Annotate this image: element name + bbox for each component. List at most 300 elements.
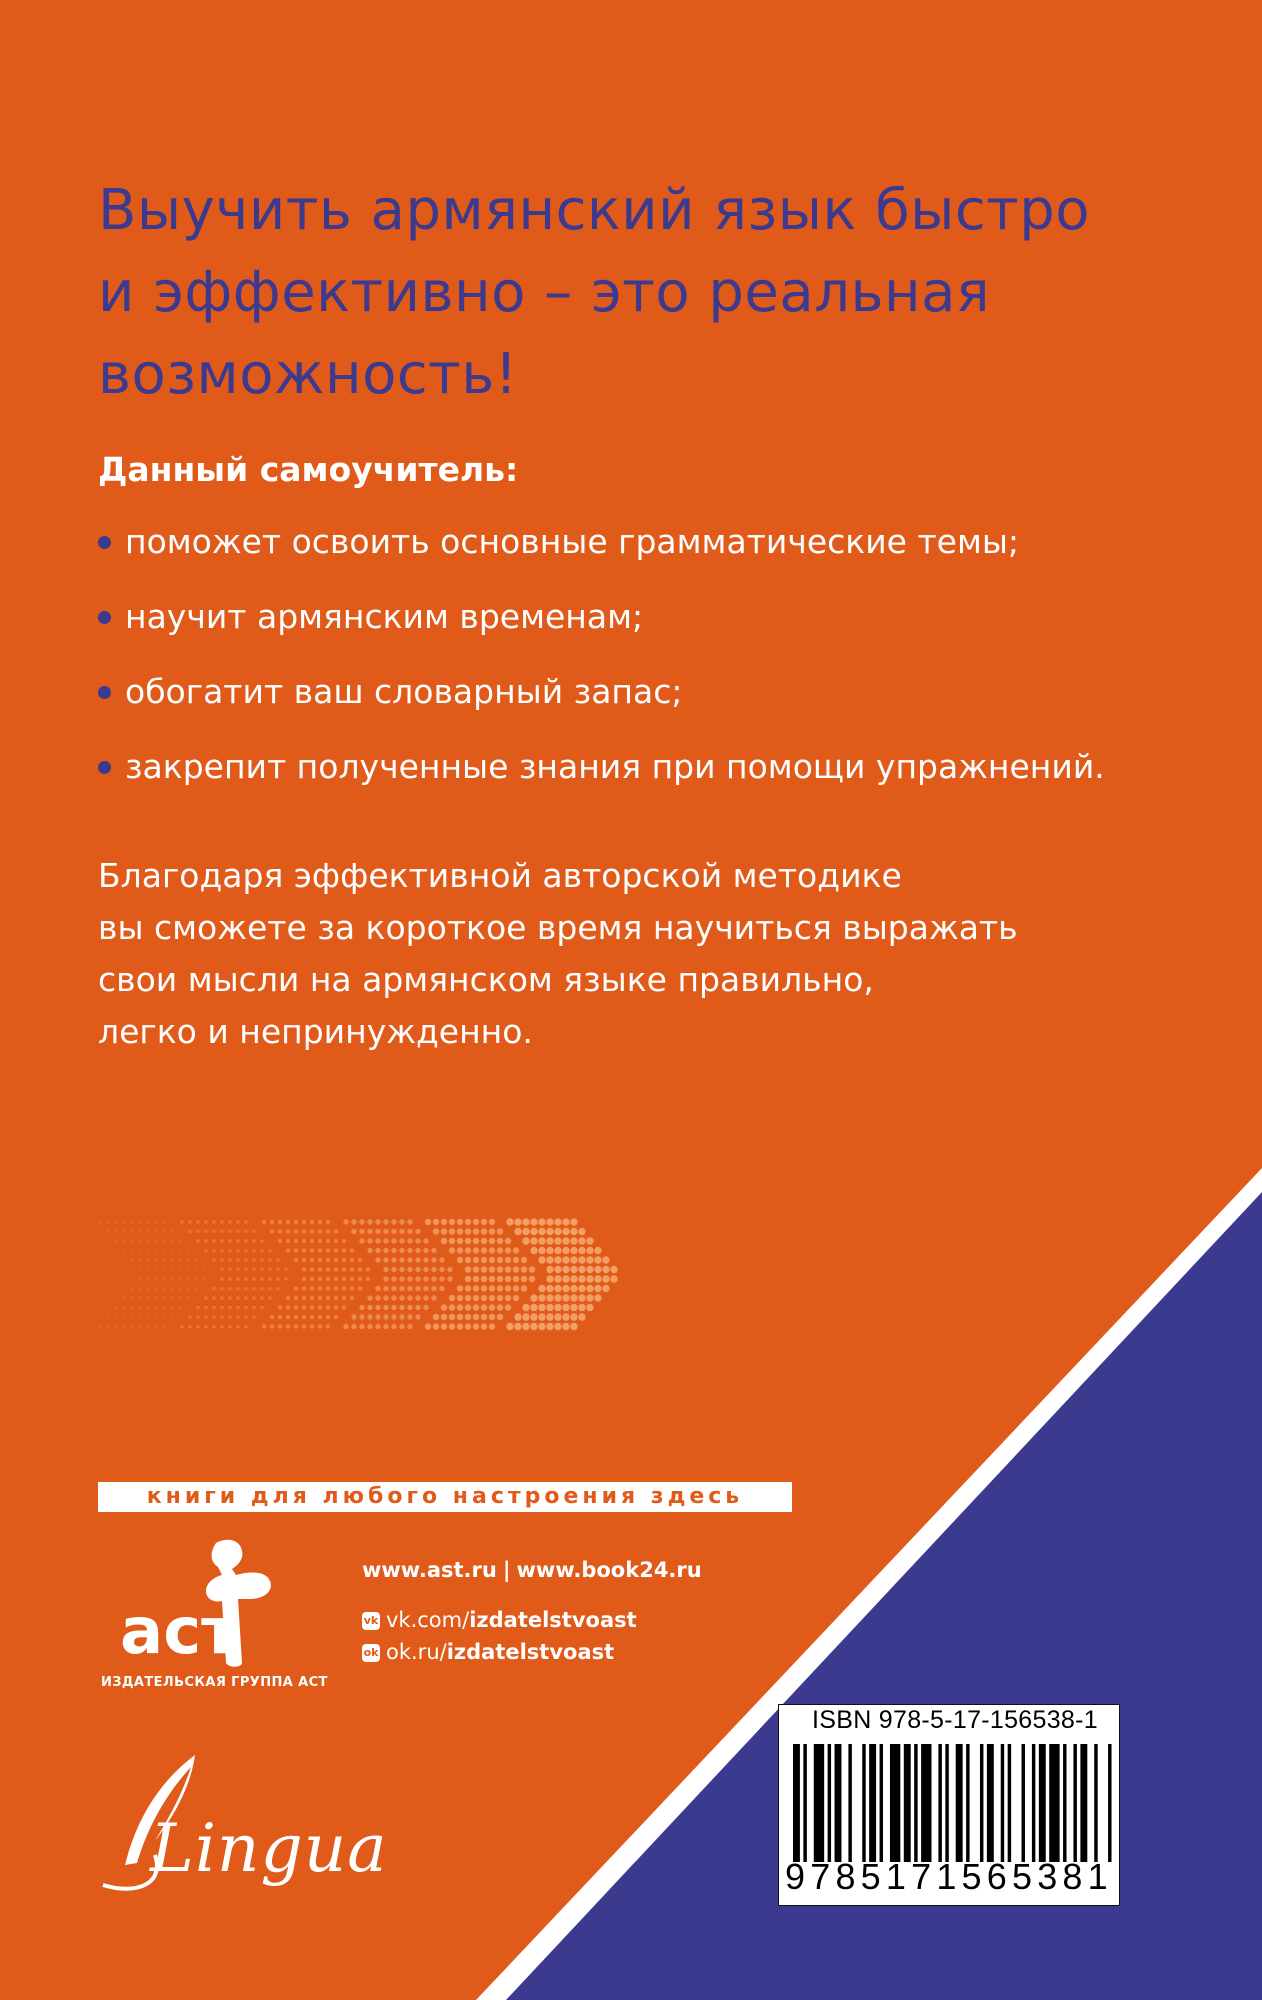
- decor-dot: [310, 1286, 314, 1290]
- decor-dot: [514, 1323, 521, 1330]
- headline-line-2: и эффективно – это реальная: [98, 260, 991, 325]
- decor-dot: [147, 1230, 149, 1232]
- ok-row[interactable]: [362, 1638, 702, 1670]
- decor-dot: [554, 1247, 561, 1254]
- decor-dot: [195, 1287, 197, 1289]
- decor-dot: [163, 1221, 165, 1223]
- decor-dot: [359, 1229, 364, 1234]
- barcode-bar: [890, 1744, 900, 1862]
- decor-dot: [358, 1267, 362, 1271]
- decor-dot: [538, 1247, 545, 1254]
- decor-dot: [431, 1276, 436, 1281]
- paragraph-line: Благодаря эффективной авторской методике: [98, 856, 902, 895]
- decor-dot: [252, 1277, 255, 1280]
- decor-dot: [334, 1248, 338, 1252]
- website-link-book24[interactable]: www.book24.ru: [516, 1558, 702, 1582]
- odnoklassniki-icon: ok: [362, 1644, 380, 1662]
- decor-dot: [449, 1295, 455, 1301]
- decor-dot: [578, 1294, 585, 1301]
- decor-dot: [415, 1286, 420, 1291]
- decor-dot: [139, 1268, 141, 1270]
- decor-dot: [260, 1239, 263, 1242]
- decor-dot: [107, 1230, 109, 1232]
- decor-dot: [123, 1306, 125, 1308]
- decor-dot: [260, 1277, 263, 1280]
- decor-dot: [147, 1268, 149, 1270]
- decor-dot: [99, 1325, 101, 1327]
- decor-dot: [554, 1275, 561, 1282]
- decor-dot: [407, 1267, 412, 1272]
- decor-dot: [236, 1325, 239, 1328]
- decor-dot: [155, 1259, 157, 1261]
- decor-dot: [522, 1323, 529, 1330]
- vk-row[interactable]: [362, 1606, 702, 1638]
- headline: [98, 170, 1178, 416]
- decor-dot: [359, 1219, 364, 1224]
- decor-dot: [179, 1240, 181, 1242]
- decor-dot: [465, 1314, 471, 1320]
- decor-dot: [139, 1306, 141, 1308]
- decor-dot: [562, 1266, 569, 1273]
- decor-dot: [375, 1257, 380, 1262]
- decor-dot: [131, 1230, 133, 1232]
- decor-dot: [155, 1325, 157, 1327]
- description-paragraph: [98, 850, 1158, 1058]
- decor-dot: [220, 1325, 223, 1328]
- decor-dot: [594, 1285, 601, 1292]
- decor-dot: [399, 1219, 404, 1224]
- decor-dot: [457, 1295, 463, 1301]
- decor-dot: [343, 1219, 348, 1224]
- decor-dot: [236, 1230, 239, 1233]
- decor-dot: [383, 1267, 388, 1272]
- decor-dot: [212, 1325, 215, 1328]
- decor-dot: [506, 1323, 513, 1330]
- decor-dot: [131, 1240, 133, 1242]
- decor-dot: [562, 1323, 569, 1330]
- decor-dot: [506, 1218, 513, 1225]
- decor-dot: [546, 1266, 553, 1273]
- decor-dot: [260, 1249, 263, 1252]
- decor-dot: [147, 1278, 149, 1280]
- decor-dot: [497, 1257, 503, 1263]
- bullet-dot-icon: [98, 761, 111, 774]
- decor-dot: [546, 1323, 553, 1330]
- decor-dot: [383, 1286, 388, 1291]
- decor-dot: [407, 1257, 412, 1262]
- decor-dot: [554, 1228, 561, 1235]
- decor-dot: [195, 1278, 197, 1280]
- vk-handle: izdatelstvoast: [469, 1608, 637, 1632]
- decor-dot: [115, 1221, 117, 1223]
- decor-dot: [286, 1315, 290, 1319]
- decor-dot: [212, 1230, 215, 1233]
- decor-dot: [383, 1314, 388, 1319]
- decor-dot: [562, 1304, 569, 1311]
- decor-dot: [546, 1256, 553, 1263]
- decor-dot: [171, 1287, 173, 1289]
- decor-dot: [489, 1314, 495, 1320]
- decor-dot: [236, 1306, 239, 1309]
- decor-dot: [131, 1325, 133, 1327]
- barcode-bar: [1039, 1744, 1046, 1862]
- decor-dot: [342, 1305, 346, 1309]
- decor-dot: [391, 1314, 396, 1319]
- decor-dot: [244, 1306, 247, 1309]
- decor-dot: [294, 1258, 298, 1262]
- decor-dot: [367, 1295, 372, 1300]
- decor-dot: [302, 1296, 306, 1300]
- decor-dot: [310, 1239, 314, 1243]
- ean-number: 9785171565381: [785, 1856, 1113, 1897]
- decor-dot: [586, 1285, 593, 1292]
- decor-dot: [522, 1313, 529, 1320]
- decor-dot: [586, 1247, 593, 1254]
- dotted-arrows-decoration: [99, 1218, 618, 1330]
- decor-dot: [163, 1316, 165, 1318]
- decor-dot: [449, 1323, 455, 1329]
- decor-dot: [366, 1267, 370, 1271]
- decor-dot: [318, 1248, 322, 1252]
- decor-dot: [334, 1315, 338, 1319]
- decor-dot: [391, 1219, 396, 1224]
- decor-dot: [244, 1325, 247, 1328]
- decor-dot: [284, 1277, 287, 1280]
- decor-dot: [155, 1249, 157, 1251]
- bullet-dot-icon: [98, 536, 111, 549]
- decor-dot: [367, 1324, 372, 1329]
- decor-dot: [441, 1314, 447, 1320]
- decor-dot: [286, 1324, 290, 1328]
- bullet-item: [98, 662, 1105, 737]
- decor-dot: [399, 1295, 404, 1300]
- decor-dot: [334, 1296, 338, 1300]
- decor-dot: [228, 1230, 231, 1233]
- decor-dot: [204, 1306, 207, 1309]
- decor-dot: [286, 1305, 290, 1309]
- decor-dot: [546, 1285, 553, 1292]
- decor-dot: [441, 1238, 447, 1244]
- decor-dot: [260, 1287, 263, 1290]
- decor-dot: [425, 1219, 431, 1225]
- decor-dot: [318, 1296, 322, 1300]
- decor-dot: [431, 1248, 436, 1253]
- bullet-text: закрепит полученные знания при помощи упражнений.: [125, 747, 1105, 786]
- decor-dot: [244, 1249, 247, 1252]
- decor-dot: [594, 1275, 601, 1282]
- decor-dot: [326, 1315, 330, 1319]
- barcode-bar: [904, 1744, 911, 1862]
- decor-dot: [383, 1219, 388, 1224]
- decor-dot: [212, 1287, 215, 1290]
- decor-dot: [123, 1297, 125, 1299]
- decor-dot: [196, 1220, 199, 1223]
- decor-dot: [562, 1237, 569, 1244]
- ok-handle: izdatelstvoast: [446, 1640, 615, 1664]
- decor-dot: [546, 1237, 553, 1244]
- decor-dot: [147, 1306, 149, 1308]
- decor-dot: [513, 1247, 519, 1253]
- decor-dot: [594, 1247, 601, 1254]
- decor-dot: [342, 1267, 346, 1271]
- decor-dot: [228, 1258, 231, 1261]
- decor-dot: [399, 1286, 404, 1291]
- decor-dot: [268, 1258, 271, 1261]
- decor-dot: [522, 1237, 529, 1244]
- ok-prefix: ok.ru/: [386, 1640, 447, 1664]
- decor-dot: [473, 1304, 479, 1310]
- decor-dot: [391, 1286, 396, 1291]
- decor-dot: [326, 1258, 330, 1262]
- decor-dot: [220, 1258, 223, 1261]
- decor-dot: [131, 1306, 133, 1308]
- decor-dot: [278, 1324, 282, 1328]
- decor-dot: [228, 1306, 231, 1309]
- decor-dot: [228, 1268, 231, 1271]
- decor-dot: [203, 1278, 205, 1280]
- barcode-bar: [869, 1744, 876, 1862]
- decor-dot: [203, 1268, 205, 1270]
- decor-dot: [302, 1248, 306, 1252]
- decor-dot: [375, 1286, 380, 1291]
- decor-dot: [407, 1238, 412, 1243]
- decor-dot: [139, 1278, 141, 1280]
- decor-dot: [147, 1259, 149, 1261]
- decor-dot: [310, 1296, 314, 1300]
- decor-dot: [302, 1277, 306, 1281]
- decor-dot: [155, 1268, 157, 1270]
- decor-dot: [196, 1325, 199, 1328]
- decor-dot: [115, 1316, 117, 1318]
- decor-dot: [439, 1257, 444, 1262]
- decor-dot: [602, 1285, 609, 1292]
- barcode-bar: [803, 1744, 806, 1862]
- decor-dot: [318, 1286, 322, 1290]
- decor-dot: [415, 1276, 420, 1281]
- decor-dot: [236, 1315, 239, 1318]
- barcode-bar: [848, 1744, 851, 1862]
- decor-dot: [433, 1323, 439, 1329]
- decor-dot: [489, 1285, 495, 1291]
- decor-dot: [350, 1248, 354, 1252]
- decor-dot: [514, 1228, 521, 1235]
- decor-dot: [326, 1220, 330, 1224]
- decor-dot: [155, 1221, 157, 1223]
- decor-dot: [538, 1323, 545, 1330]
- decor-dot: [171, 1268, 173, 1270]
- decor-dot: [171, 1278, 173, 1280]
- decor-dot: [513, 1257, 519, 1263]
- decor-dot: [220, 1220, 223, 1223]
- decor-dot: [351, 1314, 356, 1319]
- decor-dot: [359, 1324, 364, 1329]
- decor-dot: [342, 1248, 346, 1252]
- decor-dot: [139, 1249, 141, 1251]
- decor-dot: [562, 1228, 569, 1235]
- decor-dot: [407, 1248, 412, 1253]
- decor-dot: [171, 1230, 173, 1232]
- decor-dot: [310, 1248, 314, 1252]
- decor-dot: [286, 1248, 290, 1252]
- decor-dot: [423, 1257, 428, 1262]
- decor-dot: [204, 1220, 207, 1223]
- decor-dot: [260, 1268, 263, 1271]
- decor-dot: [391, 1267, 396, 1272]
- decor-dot: [473, 1276, 479, 1282]
- decor-dot: [497, 1304, 503, 1310]
- decor-dot: [505, 1276, 511, 1282]
- decor-dot: [457, 1247, 463, 1253]
- decor-dot: [187, 1297, 189, 1299]
- decor-dot: [546, 1228, 553, 1235]
- decor-dot: [489, 1276, 495, 1282]
- decor-dot: [260, 1258, 263, 1261]
- decor-dot: [163, 1249, 165, 1251]
- decor-dot: [334, 1258, 338, 1262]
- decor-dot: [441, 1228, 447, 1234]
- decor-dot: [179, 1287, 181, 1289]
- decor-dot: [310, 1277, 314, 1281]
- decor-dot: [465, 1238, 471, 1244]
- decor-dot: [204, 1325, 207, 1328]
- decor-dot: [163, 1325, 165, 1327]
- decor-dot: [139, 1259, 141, 1261]
- decor-dot: [505, 1238, 511, 1244]
- decor-dot: [236, 1239, 239, 1242]
- decor-dot: [505, 1257, 511, 1263]
- decor-dot: [359, 1305, 364, 1310]
- decor-dot: [123, 1221, 125, 1223]
- decor-dot: [489, 1247, 495, 1253]
- decor-dot: [546, 1247, 553, 1254]
- decor-dot: [449, 1247, 455, 1253]
- decor-dot: [278, 1220, 282, 1224]
- decor-dot: [489, 1266, 495, 1272]
- vk-icon: vk: [362, 1612, 380, 1630]
- decor-dot: [481, 1314, 487, 1320]
- decor-dot: [212, 1306, 215, 1309]
- decor-dot: [342, 1277, 346, 1281]
- decor-dot: [375, 1248, 380, 1253]
- decor-dot: [433, 1228, 439, 1234]
- barcode-bar: [793, 1744, 800, 1862]
- decor-dot: [481, 1247, 487, 1253]
- decor-dot: [220, 1239, 223, 1242]
- decor-dot: [570, 1256, 577, 1263]
- decor-dot: [514, 1313, 521, 1320]
- decor-dot: [252, 1239, 255, 1242]
- decor-dot: [529, 1266, 535, 1272]
- decor-dot: [179, 1306, 181, 1308]
- decor-dot: [107, 1316, 109, 1318]
- decor-dot: [457, 1323, 463, 1329]
- decor-dot: [391, 1257, 396, 1262]
- decor-dot: [310, 1229, 314, 1233]
- decor-dot: [294, 1220, 298, 1224]
- decor-dot: [578, 1228, 585, 1235]
- decor-dot: [391, 1305, 396, 1310]
- decor-dot: [220, 1287, 223, 1290]
- decor-dot: [465, 1285, 471, 1291]
- decor-dot: [449, 1314, 455, 1320]
- decor-dot: [252, 1287, 255, 1290]
- decor-dot: [521, 1257, 527, 1263]
- decor-dot: [431, 1295, 436, 1300]
- decor-dot: [433, 1219, 439, 1225]
- decor-dot: [465, 1304, 471, 1310]
- decor-dot: [489, 1304, 495, 1310]
- decor-dot: [310, 1267, 314, 1271]
- decor-dot: [489, 1257, 495, 1263]
- decor-dot: [449, 1238, 455, 1244]
- decor-dot: [481, 1295, 487, 1301]
- decor-dot: [115, 1325, 117, 1327]
- decor-dot: [204, 1249, 207, 1252]
- decor-dot: [415, 1295, 420, 1300]
- decor-dot: [570, 1304, 577, 1311]
- decor-dot: [220, 1315, 223, 1318]
- decor-dot: [171, 1240, 173, 1242]
- decor-dot: [139, 1240, 141, 1242]
- decor-dot: [449, 1228, 455, 1234]
- decor-dot: [375, 1314, 380, 1319]
- decor-dot: [310, 1258, 314, 1262]
- decor-dot: [578, 1304, 585, 1311]
- website-row: [362, 1556, 702, 1606]
- decor-dot: [236, 1287, 239, 1290]
- decor-dot: [473, 1285, 479, 1291]
- decor-dot: [562, 1247, 569, 1254]
- decor-dot: [497, 1276, 503, 1282]
- decor-dot: [457, 1228, 463, 1234]
- decor-dot: [268, 1277, 271, 1280]
- decor-dot: [310, 1305, 314, 1309]
- decor-dot: [497, 1247, 503, 1253]
- decor-dot: [244, 1230, 247, 1233]
- decor-dot: [270, 1315, 274, 1319]
- decor-dot: [195, 1268, 197, 1270]
- decor-dot: [171, 1316, 173, 1318]
- bullet-text: обогатит ваш словарный запас;: [125, 672, 683, 711]
- decor-dot: [383, 1324, 388, 1329]
- decor-dot: [538, 1313, 545, 1320]
- decor-dot: [188, 1230, 191, 1233]
- decor-dot: [399, 1276, 404, 1281]
- decor-dot: [302, 1267, 306, 1271]
- website-link-ast[interactable]: www.ast.ru: [362, 1558, 497, 1582]
- barcode-bar: [1032, 1744, 1035, 1862]
- decor-dot: [334, 1286, 338, 1290]
- decor-dot: [236, 1268, 239, 1271]
- decor-dot: [431, 1286, 436, 1291]
- decor-dot: [489, 1219, 495, 1225]
- decor-dot: [554, 1285, 561, 1292]
- decor-dot: [399, 1314, 404, 1319]
- decor-dot: [204, 1296, 207, 1299]
- decor-dot: [425, 1323, 431, 1329]
- decor-dot: [602, 1275, 609, 1282]
- decor-dot: [546, 1313, 553, 1320]
- decor-dot: [220, 1230, 223, 1233]
- decor-dot: [139, 1221, 141, 1223]
- decor-dot: [294, 1305, 298, 1309]
- decor-dot: [244, 1258, 247, 1261]
- decor-dot: [351, 1219, 356, 1224]
- decor-dot: [367, 1314, 372, 1319]
- decor-dot: [270, 1324, 274, 1328]
- decor-dot: [366, 1277, 370, 1281]
- decor-dot: [276, 1287, 279, 1290]
